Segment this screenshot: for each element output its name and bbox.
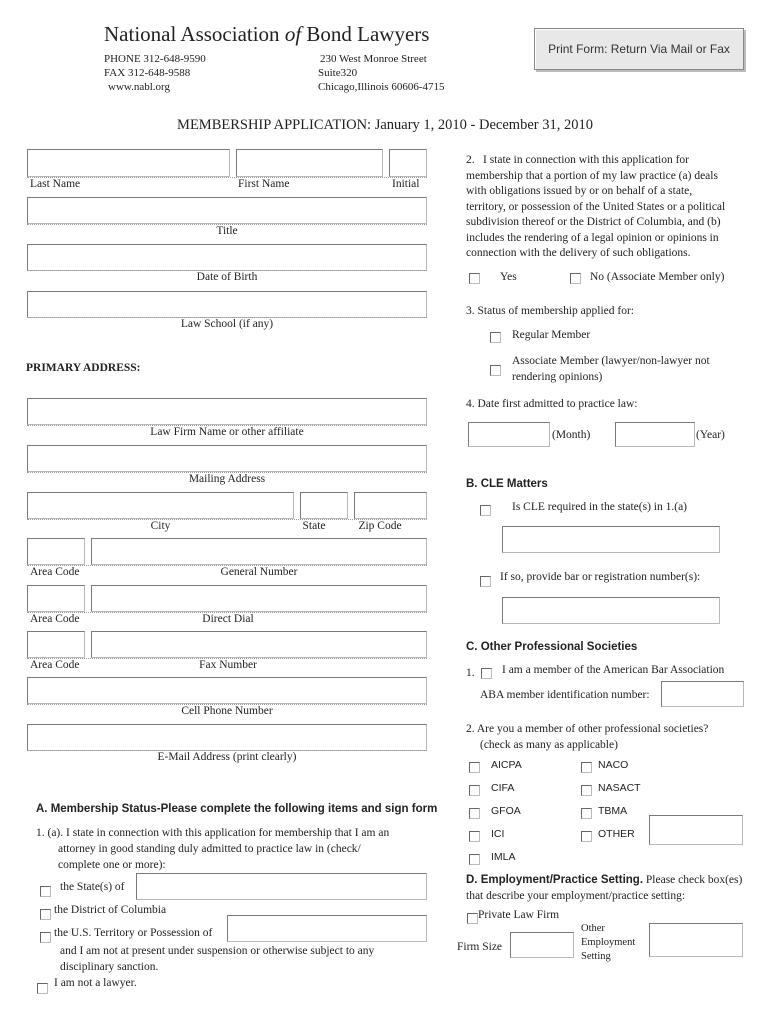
area-code-general-input[interactable]: [27, 538, 85, 565]
last-name-input[interactable]: [27, 149, 230, 177]
naco-checkbox[interactable]: [581, 762, 592, 773]
q2-line-1: I state in connection with this application for: [483, 154, 689, 166]
title-label: Title: [216, 225, 238, 237]
q2-text: [466, 153, 756, 262]
yes-label: Yes: [500, 271, 517, 283]
no-associate-label: No (Associate Member only): [590, 271, 725, 283]
cle-state-input[interactable]: [502, 526, 720, 553]
street-text: 230 West Monroe Street: [320, 53, 427, 65]
first-name-input[interactable]: [236, 149, 383, 177]
law-school-input[interactable]: [27, 291, 427, 318]
other-employment-label-1: Other: [581, 923, 605, 934]
other-society-checkbox[interactable]: [581, 831, 592, 842]
city-label: City: [150, 520, 171, 532]
zip-code-input[interactable]: [354, 492, 427, 519]
us-territory-input[interactable]: [227, 915, 427, 942]
date-of-birth-label: Date of Birth: [196, 271, 258, 283]
name-underline: [27, 177, 427, 178]
other-employment-label-2: Employment: [581, 937, 636, 948]
bar-number-input[interactable]: [502, 597, 720, 624]
other-societies-question-1: 2. Are you a member of other professional societies?: [466, 723, 709, 735]
area-code-label-3: Area Code: [30, 659, 80, 671]
mailing-address-label: Mailing Address: [188, 473, 266, 485]
title-input[interactable]: [27, 197, 427, 224]
org-name: [104, 22, 429, 47]
direct-dial-input[interactable]: [91, 585, 427, 612]
other-society-label: OTHER: [598, 828, 635, 840]
cifa-checkbox[interactable]: [469, 785, 480, 796]
print-form-button[interactable]: Print Form: Return Via Mail or Fax: [534, 28, 744, 70]
firm-size-label: Firm Size: [457, 941, 503, 953]
org-name-part2: Bond Lawyers: [301, 22, 430, 46]
dc-checkbox[interactable]: [40, 909, 51, 920]
other-employment-input[interactable]: [649, 923, 743, 957]
other-employment-label-3: Setting: [581, 951, 611, 962]
cle-required-label: Is CLE required in the state(s) in 1.(a): [512, 501, 687, 513]
regular-member-checkbox[interactable]: [490, 332, 501, 343]
first-name-label: First Name: [238, 178, 290, 190]
not-suspended-line2: disciplinary sanction.: [60, 961, 159, 973]
employment-text-2: that describe your employment/practice setting:: [466, 890, 686, 902]
website-text: www.nabl.org: [108, 81, 171, 93]
naco-label: NACO: [598, 759, 629, 771]
area-code-fax-input[interactable]: [27, 631, 85, 658]
cle-required-checkbox[interactable]: [480, 505, 491, 516]
gfoa-checkbox[interactable]: [469, 808, 480, 819]
month-label: (Month): [552, 429, 591, 441]
year-label: (Year): [696, 429, 725, 441]
aicpa-checkbox[interactable]: [469, 762, 480, 773]
firm-size-input[interactable]: [510, 932, 574, 958]
tbma-label: TBMA: [598, 805, 628, 817]
bar-number-label: If so, provide bar or registration number(s):: [500, 571, 701, 583]
private-firm-checkbox[interactable]: [467, 913, 478, 924]
primary-address-heading: PRIMARY ADDRESS:: [26, 362, 141, 374]
law-school-label: Law School (if any): [180, 318, 274, 330]
cell-phone-input[interactable]: [27, 677, 427, 704]
q4-text: 4. Date first admitted to practice law:: [466, 398, 638, 410]
ici-checkbox[interactable]: [469, 831, 480, 842]
last-name-label: Last Name: [30, 178, 81, 190]
state-label: State: [302, 520, 326, 532]
aba-id-label: ABA member identification number:: [480, 689, 650, 701]
us-territory-checkbox[interactable]: [40, 932, 51, 943]
month-input[interactable]: [468, 422, 550, 447]
item1-line2: attorney in good standing duly admitted to practice law in (check/: [58, 843, 361, 855]
org-name-part1: National Association: [104, 22, 285, 46]
item1-line1: 1. (a). I state in connection with this application for membership that I am an: [36, 827, 390, 839]
law-firm-input[interactable]: [27, 398, 427, 425]
states-of-input[interactable]: [136, 873, 427, 900]
fax-text: FAX 312-648-9588: [104, 67, 191, 79]
tbma-checkbox[interactable]: [581, 808, 592, 819]
area-code-label-1: Area Code: [30, 566, 80, 578]
cell-phone-label: Cell Phone Number: [181, 705, 273, 717]
other-society-input[interactable]: [649, 815, 743, 845]
q2-line-3: with obligations issued by or on behalf of a state,: [466, 185, 693, 197]
q2-line-5: subdivision thereof or the District of Columbia, and (b): [466, 216, 721, 228]
general-number-label: General Number: [220, 566, 298, 578]
private-firm-label: Private Law Firm: [478, 909, 560, 921]
not-lawyer-checkbox[interactable]: [37, 983, 48, 994]
state-input[interactable]: [300, 492, 348, 519]
law-firm-label: Law Firm Name or other affiliate: [150, 426, 304, 438]
initial-label: Initial: [392, 178, 420, 190]
not-lawyer-label: I am not a lawyer.: [54, 977, 137, 989]
aba-member-label: I am a member of the American Bar Association: [502, 664, 725, 676]
mailing-address-input[interactable]: [27, 445, 427, 472]
q3-text: 3. Status of membership applied for:: [466, 305, 634, 317]
application-title: MEMBERSHIP APPLICATION: January 1, 2010 - December 31, 2010: [177, 117, 593, 133]
suite-text: Suite320: [318, 67, 358, 79]
yes-checkbox[interactable]: [469, 273, 480, 284]
zip-code-label: Zip Code: [358, 520, 402, 532]
direct-dial-label: Direct Dial: [202, 613, 254, 625]
not-suspended-line1: and I am not at present under suspension or otherwise subject to any: [60, 945, 375, 957]
dc-label: the District of Columbia: [54, 904, 167, 916]
associate-member-label-1: Associate Member (lawyer/non-lawyer not: [512, 355, 710, 367]
cle-heading: B. CLE Matters: [466, 478, 548, 490]
associate-member-checkbox[interactable]: [490, 365, 501, 376]
gfoa-label: GFOA: [491, 805, 521, 817]
associate-member-label-2: rendering opinions): [512, 371, 603, 383]
imla-checkbox[interactable]: [469, 854, 480, 865]
fax-number-label: Fax Number: [199, 659, 257, 671]
aba-member-checkbox[interactable]: [481, 668, 492, 679]
email-label: E-Mail Address (print clearly): [157, 751, 297, 763]
nasact-label: NASACT: [598, 782, 641, 794]
section-a-heading: A. Membership Status-Please complete the following items and sign form: [36, 803, 438, 815]
aicpa-label: AICPA: [491, 759, 522, 771]
no-associate-checkbox[interactable]: [570, 273, 581, 284]
q2-line-4: territory, or possession of the United States or a political: [466, 200, 726, 213]
cifa-label: CIFA: [491, 782, 515, 794]
regular-member-label: Regular Member: [512, 329, 591, 341]
general-number-input[interactable]: [91, 538, 427, 565]
area-code-direct-input[interactable]: [27, 585, 85, 612]
imla-label: IMLA: [491, 851, 516, 863]
other-societies-question-2: (check as many as applicable): [480, 739, 618, 751]
date-of-birth-input[interactable]: [27, 244, 427, 271]
bar-number-checkbox[interactable]: [480, 576, 491, 587]
city-address-text: Chicago,Illinois 60606-4715: [318, 81, 445, 93]
other-societies-heading: C. Other Professional Societies: [466, 641, 638, 653]
q2-number: 2.: [466, 154, 475, 166]
aba-number: 1.: [466, 667, 475, 679]
phone-text: PHONE 312-648-9590: [104, 53, 206, 65]
year-input[interactable]: [615, 422, 695, 447]
q2-line-7: connection with the delivery of such obligations.: [466, 247, 691, 259]
fax-number-input[interactable]: [91, 631, 427, 658]
initial-input[interactable]: [389, 149, 427, 177]
ici-label: ICI: [491, 828, 505, 840]
email-input[interactable]: [27, 724, 427, 751]
employment-heading: D. Employment/Practice Setting.: [466, 874, 644, 886]
q2-line-6: includes the rendering of a legal opinion or opinions in: [466, 231, 719, 244]
org-name-of: of: [284, 22, 302, 46]
states-of-label: the State(s) of: [60, 881, 125, 893]
item1-line3: complete one or more):: [58, 859, 166, 871]
q2-line-2: membership that a portion of my law practice (a) deals: [466, 169, 718, 182]
aba-id-input[interactable]: [661, 681, 744, 707]
area-code-label-2: Area Code: [30, 613, 80, 625]
employment-text-1: Please check box(es): [643, 874, 743, 886]
states-of-checkbox[interactable]: [40, 886, 51, 897]
city-input[interactable]: [27, 492, 294, 519]
nasact-checkbox[interactable]: [581, 785, 592, 796]
employment-heading-line: [466, 873, 742, 888]
us-territory-label: the U.S. Territory or Possession of: [54, 927, 213, 939]
